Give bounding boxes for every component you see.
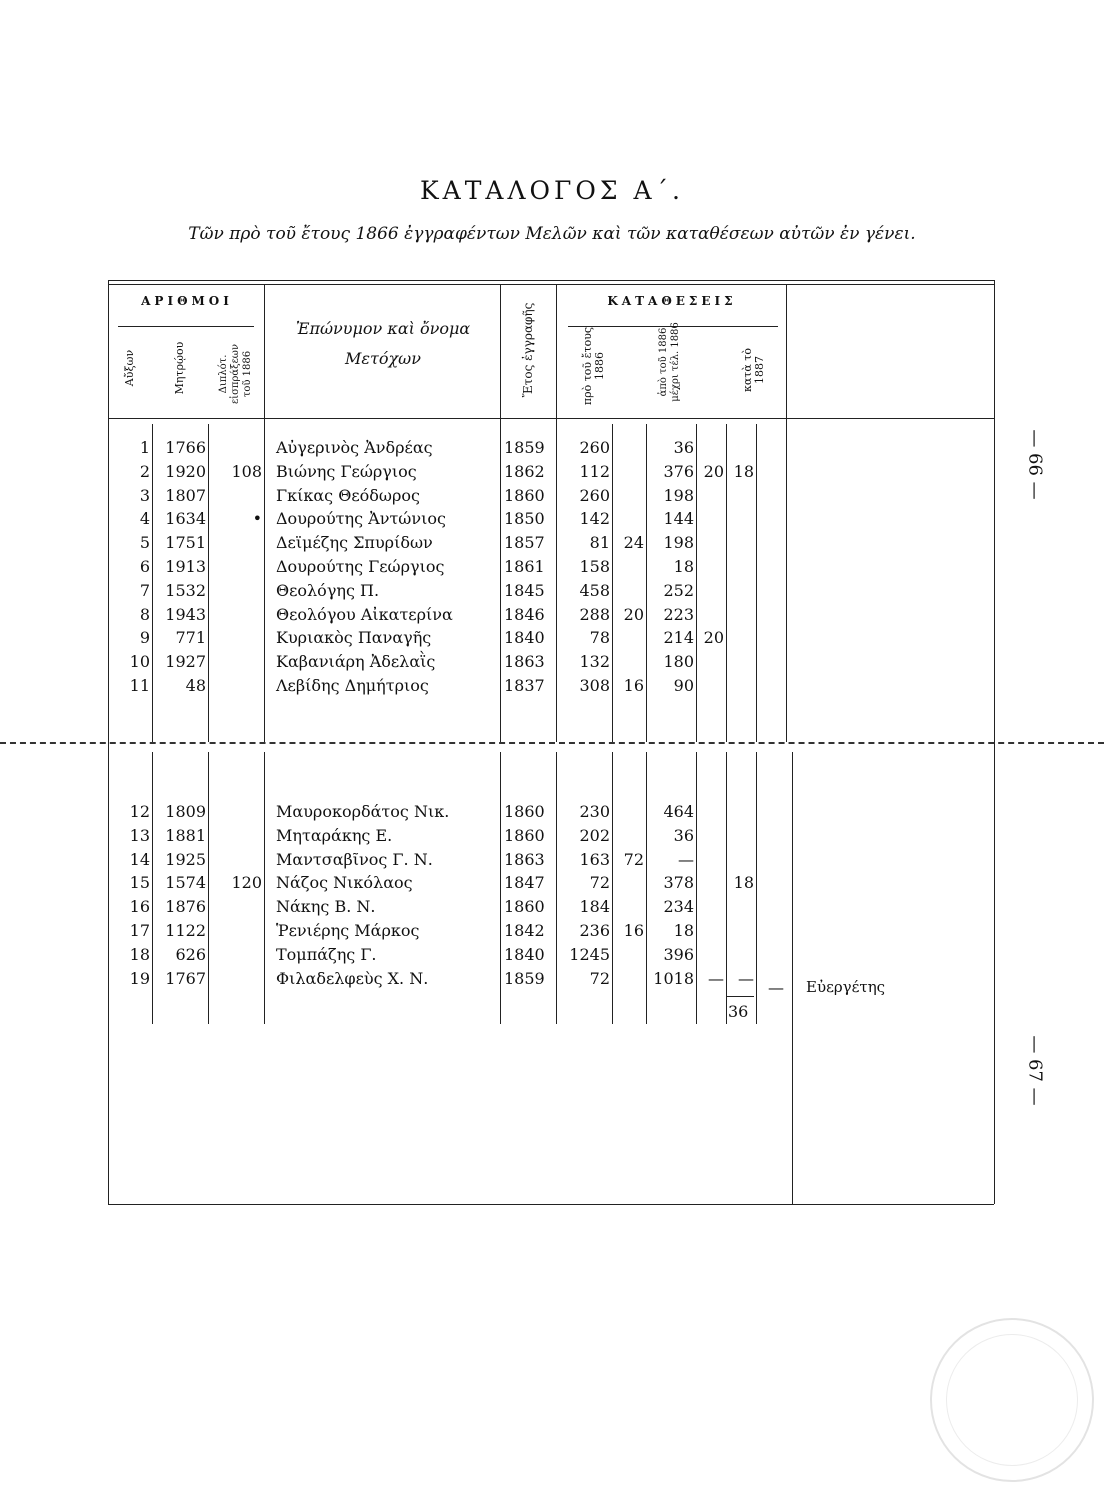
cell-mitr: 771: [175, 628, 206, 648]
cell-year: 1861: [504, 557, 545, 576]
cell-from: 252: [663, 580, 694, 600]
cell-name: Θεολόγης Π.: [276, 580, 380, 600]
cell-aux: 10: [129, 652, 150, 672]
cell-name: Αὐγερινὸς Ἀνδρέας: [276, 438, 433, 457]
cell-name: Ῥενιέρης Μάρκος: [276, 921, 420, 940]
cell-mitr: 626: [175, 944, 206, 964]
cell-pre: 78: [589, 628, 610, 648]
sum-rule: [726, 996, 754, 997]
cell-name: Μαντσαβῖνος Γ. Ν.: [276, 849, 433, 869]
cell-year: 1845: [504, 580, 545, 600]
cell-year: 1842: [504, 921, 545, 940]
cell-year: 1837: [504, 676, 545, 695]
cell-aux: 6: [139, 557, 150, 576]
cell-aux: 12: [129, 802, 150, 821]
cell-c1: —: [708, 968, 724, 988]
cell-pre: 72: [589, 873, 610, 893]
cell-mitr: 48: [185, 676, 206, 695]
cell-from: 198: [663, 533, 694, 553]
cell-name: Τομπάζης Γ.: [276, 944, 377, 964]
cell-name: Δουρούτης Ἀντώνιος: [276, 509, 446, 529]
cell-year: 1846: [504, 604, 545, 624]
cell-year: 1847: [504, 873, 545, 893]
cell-pre: 260: [579, 438, 610, 457]
cell-from: 18: [673, 557, 694, 576]
cell-year: 1860: [504, 802, 545, 821]
cell-pre: 260: [579, 485, 610, 505]
cell-year: 1863: [504, 849, 545, 869]
cell-mitr: 1943: [165, 604, 206, 624]
cell-from: 223: [663, 604, 694, 624]
header-col-from: ἀπὸ τοῦ 1886 μέχρι τέλ. 1886: [658, 322, 681, 402]
cell-aux: 13: [129, 825, 150, 845]
cell-dipl: 108: [231, 461, 262, 481]
cell-name: Δεϊμέζης Σπυρίδων: [276, 533, 433, 553]
cell-aux: 1: [139, 438, 150, 457]
cell-from: 376: [663, 461, 694, 481]
cell-from: 18: [673, 921, 694, 940]
cell-pre-b: 72: [623, 849, 644, 869]
cell-mitr: 1876: [165, 897, 206, 917]
cell-aux: 3: [139, 485, 150, 505]
header-col-dipl: Διπλότ. εἰσπράξεων τοῦ 1886: [218, 343, 253, 405]
page-fold-line: [0, 742, 1104, 744]
page-subtitle: Τῶν πρὸ τοῦ ἔτους 1866 ἐγγραφέντων Μελῶν καὶ τῶν καταθέσεων αὐτῶν ἐν γένει.: [188, 224, 916, 244]
cell-c1: 20: [703, 461, 724, 481]
cell-aux: 18: [129, 944, 150, 964]
cell-name: Κυριακὸς Παναγῆς: [276, 628, 432, 648]
cell-name: Δουρούτης Γεώργιος: [276, 557, 445, 576]
cell-name: Μαυροκορδάτος Νικ.: [276, 802, 450, 821]
cell-pre: 158: [579, 557, 610, 576]
header-col-year: Ἔτος ἐγγραφῆς: [521, 302, 535, 398]
cell-pre: 202: [579, 825, 610, 845]
cell-mitr: 1927: [165, 652, 206, 672]
cell-mitr: 1574: [165, 873, 206, 893]
cell-pre: 288: [579, 604, 610, 624]
cell-aux: 19: [129, 968, 150, 988]
page-number-66: — 66 —: [1024, 429, 1046, 500]
library-stamp: [930, 1318, 1094, 1482]
cell-mitr: 1634: [165, 509, 206, 529]
cell-pre: 184: [579, 897, 610, 917]
cell-from: 144: [663, 509, 694, 529]
cell-pre-b: 16: [623, 676, 644, 695]
cell-from: 396: [663, 944, 694, 964]
page-number-67: — 67 —: [1024, 1035, 1046, 1106]
cell-from: 36: [673, 438, 694, 457]
cell-year: 1860: [504, 825, 545, 845]
cell-aux: 8: [139, 604, 150, 624]
cell-year: 1840: [504, 628, 545, 648]
cell-aux: 2: [139, 461, 150, 481]
cell-mitr: 1807: [165, 485, 206, 505]
cell-from: 234: [663, 897, 694, 917]
cell-mitr: 1913: [165, 557, 206, 576]
cell-mitr: 1751: [165, 533, 206, 553]
cell-mitr: 1925: [165, 849, 206, 869]
sum-below: 36: [728, 1002, 749, 1021]
header-col-pre: πρὸ τοῦ ἔτους 1886: [581, 326, 606, 406]
cell-pre: 230: [579, 802, 610, 821]
cell-pre: 132: [579, 652, 610, 672]
cell-name: Καβανιάρη Ἀδελαῒς: [276, 652, 436, 672]
cell-mitr: 1532: [165, 580, 206, 600]
cell-aux: 5: [139, 533, 150, 553]
cell-pre: 72: [589, 968, 610, 988]
cell-pre-b: 16: [623, 921, 644, 940]
row19-dash: —: [768, 978, 784, 997]
cell-aux: 4: [139, 509, 150, 529]
cell-pre: 81: [589, 533, 610, 553]
cell-from: 214: [663, 628, 694, 648]
cell-from: 378: [663, 873, 694, 893]
cell-year: 1859: [504, 438, 545, 457]
cell-c2: 18: [733, 461, 754, 481]
cell-dipl: •: [252, 509, 262, 529]
cell-from: 180: [663, 652, 694, 672]
cell-from: —: [678, 849, 694, 869]
cell-year: 1860: [504, 485, 545, 505]
page-title: ΚΑΤΑΛΟΓΟΣ Α΄.: [420, 176, 684, 205]
cell-dipl: 120: [231, 873, 262, 893]
cell-aux: 9: [139, 628, 150, 648]
cell-from: 464: [663, 802, 694, 821]
cell-name: Μηταράκης Ε.: [276, 825, 393, 845]
header-col-1887: κατὰ τὸ 1887: [741, 347, 766, 393]
header-col-aux: Αὔξων: [123, 349, 136, 387]
header-group-deposits: ΚΑΤΑΘΕΣΕΙΣ: [607, 294, 737, 308]
cell-name: Νάκης Β. Ν.: [276, 897, 376, 917]
cell-name: Νάζος Νικόλαος: [276, 873, 413, 893]
cell-aux: 11: [129, 676, 150, 695]
cell-pre-b: 20: [623, 604, 644, 624]
header-group-numbers: ΑΡΙΘΜΟΙ: [141, 294, 233, 308]
cell-year: 1859: [504, 968, 545, 988]
cell-year: 1840: [504, 944, 545, 964]
cell-mitr: 1122: [165, 921, 206, 940]
cell-name: Γκίκας Θεόδωρος: [276, 485, 420, 505]
cell-c1: 20: [703, 628, 724, 648]
cell-year: 1850: [504, 509, 545, 529]
cell-name: Λεβίδης Δημήτριος: [276, 676, 429, 695]
row19-note: Εὐεργέτης: [806, 978, 886, 996]
cell-aux: 15: [129, 873, 150, 893]
cell-mitr: 1920: [165, 461, 206, 481]
cell-aux: 17: [129, 921, 150, 940]
cell-aux: 7: [139, 580, 150, 600]
cell-name: Φιλαδελφεὺς Χ. Ν.: [276, 968, 429, 988]
cell-from: 198: [663, 485, 694, 505]
cell-name: Θεολόγου Αἰκατερίνα: [276, 604, 453, 624]
header-col-name: Ἐπώνυμον καὶ ὄνομα Μετόχων: [295, 319, 471, 368]
cell-pre: 1245: [569, 944, 610, 964]
cell-mitr: 1881: [165, 825, 206, 845]
cell-from: 1018: [653, 968, 694, 988]
cell-pre: 142: [579, 509, 610, 529]
cell-pre: 112: [579, 461, 610, 481]
cell-aux: 16: [129, 897, 150, 917]
cell-c2: —: [738, 968, 754, 988]
cell-name: Βιώνης Γεώργιος: [276, 461, 417, 481]
cell-mitr: 1809: [165, 802, 206, 821]
cell-year: 1863: [504, 652, 545, 672]
cell-year: 1862: [504, 461, 545, 481]
cell-year: 1860: [504, 897, 545, 917]
cell-mitr: 1766: [165, 438, 206, 457]
cell-pre: 458: [579, 580, 610, 600]
cell-pre: 163: [579, 849, 610, 869]
cell-c2: 18: [733, 873, 754, 893]
cell-pre: 308: [579, 676, 610, 695]
header-col-mitr: Μητρῴου: [173, 341, 186, 395]
cell-year: 1857: [504, 533, 545, 553]
cell-from: 36: [673, 825, 694, 845]
cell-from: 90: [673, 676, 694, 695]
cell-pre-b: 24: [623, 533, 644, 553]
cell-aux: 14: [129, 849, 150, 869]
cell-mitr: 1767: [165, 968, 206, 988]
cell-pre: 236: [579, 921, 610, 940]
